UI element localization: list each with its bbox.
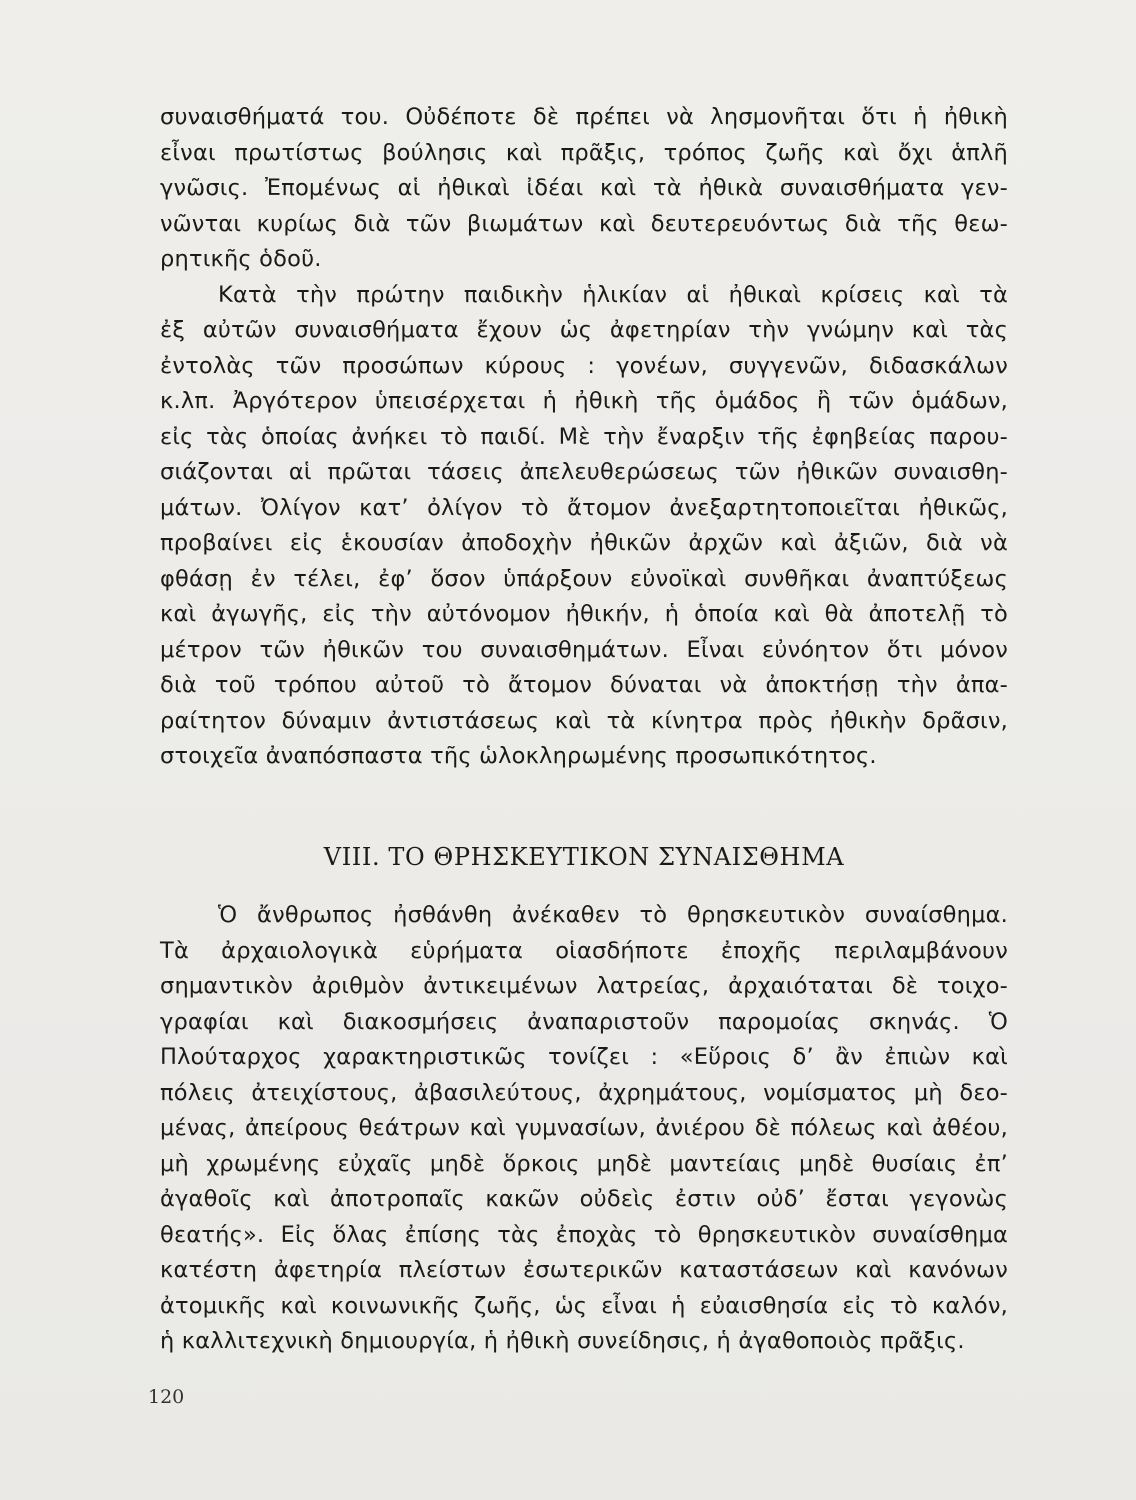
text-line: καὶ ἀγωγῆς, εἰς τὴν αὐτόνομον ἠθικήν, ἡ ὁποία καὶ θὰ ἀποτελῇ τὸ <box>160 601 1008 627</box>
text-line: ἡ καλλιτεχνικὴ δημιουργία, ἡ ἠθικὴ συνείδησις, ἡ ἀγαθοποιὸς πρᾶξις. <box>160 1328 965 1354</box>
text-line: Κατὰ τὴν πρώτην παιδικὴν ἡλικίαν αἱ ἠθικαὶ κρίσεις καὶ τὰ <box>218 281 1008 308</box>
body-text-lower <box>160 898 1008 1360</box>
paragraph-religious-feeling <box>160 898 1008 1360</box>
text-line: εἶναι πρωτίστως βούλησις καὶ πρᾶξις, τρόπος ζωῆς καὶ ὄχι ἁπλῆ <box>160 139 1008 166</box>
text-line: γραφίαι καὶ διακοσμήσεις ἀναπαριστοῦν παρομοίας σκηνάς. Ὁ <box>160 1008 1008 1035</box>
paragraph-moral-development <box>160 278 1008 775</box>
text-line: ρητικῆς ὁδοῦ. <box>160 246 322 272</box>
text-line: μὴ χρωμένης εὐχαῖς μηδὲ ὅρκοις μηδὲ μαντείαις μηδὲ θυσίαις ἐπ’ <box>160 1150 1008 1177</box>
text-line: ἀτομικῆς καὶ κοινωνικῆς ζωῆς, ὡς εἶναι ἡ εὐαισθησία εἰς τὸ καλόν, <box>160 1292 1008 1319</box>
text-line: σιάζονται αἱ πρῶται τάσεις ἀπελευθερώσεως τῶν ἠθικῶν συναισθη- <box>160 459 1008 485</box>
text-line: μένας, ἀπείρους θεάτρων καὶ γυμνασίων, ἀνιέρου δὲ πόλεως καὶ ἀθέου, <box>160 1115 1008 1141</box>
text-line: θεατής». Εἰς ὅλας ἐπίσης τὰς ἐποχὰς τὸ θρησκευτικὸν συναίσθημα <box>160 1221 1008 1248</box>
text-line: κατέστη ἀφετηρία πλείστων ἐσωτερικῶν καταστάσεων καὶ κανόνων <box>160 1257 1008 1283</box>
section-heading: VIII. ΤΟ ΘΡΗΣΚΕΥΤΙΚΟΝ ΣΥΝΑΙΣΘΗΜΑ <box>323 843 845 871</box>
text-line: μάτων. Ὀλίγον κατ’ ὀλίγον τὸ ἄτομον ἀνεξαρτητοποιεῖται ἠθικῶς, <box>160 494 1008 521</box>
text-line: Ὁ ἄνθρωπος ἠσθάνθη ἀνέκαθεν τὸ θρησκευτικὸν συναίσθημα. <box>218 902 1008 928</box>
body-text-upper <box>160 100 1008 775</box>
page-number: 120 <box>148 1386 185 1408</box>
text-line: γνῶσις. Ἐπομένως αἱ ἠθικαὶ ἰδέαι καὶ τὰ ἠθικὰ συναισθήματα γεν- <box>160 175 1008 201</box>
paragraph-continuation <box>160 100 1008 278</box>
text-line: στοιχεῖα ἀναπόσπαστα τῆς ὡλοκληρωμένης προσωπικότητος. <box>160 743 877 769</box>
text-line: νῶνται κυρίως διὰ τῶν βιωμάτων καὶ δευτερευόντως διὰ τῆς θεω- <box>160 210 1008 237</box>
text-line: ραίτητον δύναμιν ἀντιστάσεως καὶ τὰ κίνητρα πρὸς ἠθικὴν δρᾶσιν, <box>160 707 1008 734</box>
text-line: ἐντολὰς τῶν προσώπων κύρους : γονέων, συγγενῶν, διδασκάλων <box>160 352 1008 379</box>
text-line: ἀγαθοῖς καὶ ἀποτροπαῖς κακῶν οὐδεὶς ἐστιν οὐδ’ ἔσται γεγονὼς <box>160 1186 1008 1212</box>
text-line: ἐξ αὐτῶν συναισθήματα ἔχουν ὡς ἀφετηρίαν τὴν γνώμην καὶ τὰς <box>160 317 1008 343</box>
text-line: φθάσῃ ἐν τέλει, ἐφ’ ὅσον ὑπάρξουν εὐνοϊκαὶ συνθῆκαι ἀναπτύξεως <box>160 565 1008 592</box>
text-line: μέτρον τῶν ἠθικῶν του συναισθημάτων. Εἶναι εὐνόητον ὅτι μόνον <box>160 636 1008 663</box>
text-line: πόλεις ἀτειχίστους, ἀβασιλεύτους, ἀχρημάτους, νομίσματος μὴ δεο- <box>160 1079 1008 1106</box>
text-line: εἰς τὰς ὁποίας ἀνήκει τὸ παιδί. Μὲ τὴν ἔναρξιν τῆς ἐφηβείας παρου- <box>160 423 1008 450</box>
text-line: προβαίνει εἰς ἑκουσίαν ἀποδοχὴν ἠθικῶν ἀρχῶν καὶ ἀξιῶν, διὰ νὰ <box>160 530 1008 556</box>
text-line: Πλούταρχος χαρακτηριστικῶς τονίζει : «Εὕροις δ’ ἂν ἐπιὼν καὶ <box>160 1044 1008 1070</box>
text-line: συναισθήματά του. Οὐδέποτε δὲ πρέπει νὰ λησμονῆται ὅτι ἡ ἠθικὴ <box>160 104 1008 130</box>
text-line: διὰ τοῦ τρόπου αὐτοῦ τὸ ἄτομον δύναται νὰ ἀποκτήσῃ τὴν ἀπα- <box>160 672 1008 698</box>
text-line: σημαντικὸν ἀριθμὸν ἀντικειμένων λατρείας, ἀρχαιόταται δὲ τοιχο- <box>160 973 1008 999</box>
text-line: Τὰ ἀρχαιολογικὰ εὑρήματα οἱασδήποτε ἐποχῆς περιλαμβάνουν <box>160 937 1008 964</box>
text-line: κ.λπ. Ἀργότερον ὑπεισέρχεται ἡ ἠθικὴ τῆς ὁμάδος ἢ τῶν ὁμάδων, <box>160 388 1008 414</box>
